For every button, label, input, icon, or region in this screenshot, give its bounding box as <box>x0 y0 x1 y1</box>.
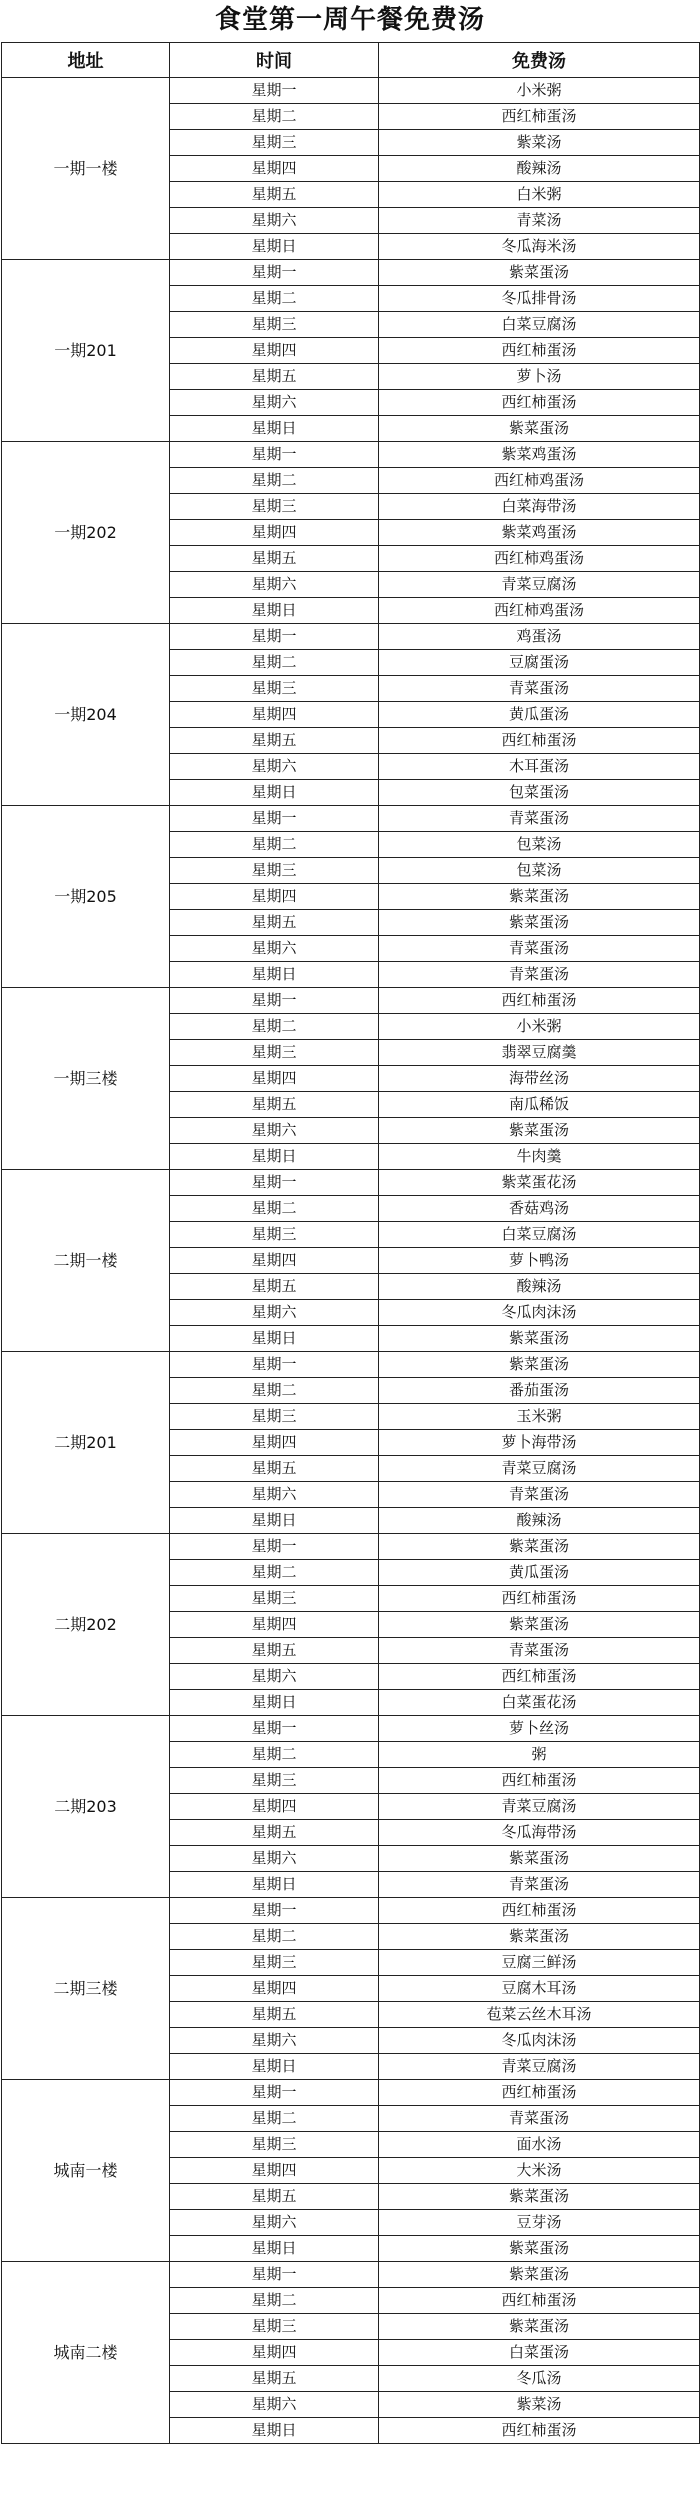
soup-cell: 番茄蛋汤 <box>379 1378 700 1404</box>
table-row <box>2 624 700 650</box>
soup-cell: 紫菜蛋花汤 <box>379 1170 700 1196</box>
soup-cell: 紫菜蛋汤 <box>379 2314 700 2340</box>
day-cell: 星期日 <box>170 234 379 260</box>
soup-cell: 西红柿蛋汤 <box>379 1768 700 1794</box>
day-cell: 星期三 <box>170 1586 379 1612</box>
soup-cell: 西红柿蛋汤 <box>379 988 700 1014</box>
day-cell: 星期六 <box>170 1664 379 1690</box>
soup-cell: 青菜蛋汤 <box>379 1872 700 1898</box>
day-cell: 星期六 <box>170 1300 379 1326</box>
soup-cell: 白菜海带汤 <box>379 494 700 520</box>
soup-cell: 包菜汤 <box>379 832 700 858</box>
soup-cell: 西红柿蛋汤 <box>379 2288 700 2314</box>
page-title: 食堂第一周午餐免费汤 <box>214 5 485 35</box>
day-cell: 星期六 <box>170 1482 379 1508</box>
table-row <box>2 988 700 1014</box>
day-cell: 星期四 <box>170 338 379 364</box>
soup-cell: 西红柿蛋汤 <box>379 728 700 754</box>
day-cell: 星期三 <box>170 676 379 702</box>
soup-cell: 白米粥 <box>379 182 700 208</box>
soup-cell: 西红柿鸡蛋汤 <box>379 598 700 624</box>
soup-cell: 豆腐木耳汤 <box>379 1976 700 2002</box>
location-cell: 二期201 <box>2 1352 170 1534</box>
soup-cell: 萝卜鸭汤 <box>379 1248 700 1274</box>
location-cell: 二期203 <box>2 1716 170 1898</box>
day-cell: 星期二 <box>170 650 379 676</box>
day-cell: 星期六 <box>170 2210 379 2236</box>
day-cell: 星期五 <box>170 1820 379 1846</box>
day-cell: 星期三 <box>170 2314 379 2340</box>
day-cell: 星期四 <box>170 520 379 546</box>
day-cell: 星期五 <box>170 2002 379 2028</box>
soup-cell: 牛肉羹 <box>379 1144 700 1170</box>
soup-cell: 西红柿蛋汤 <box>379 1586 700 1612</box>
day-cell: 星期五 <box>170 910 379 936</box>
soup-cell: 白菜蛋汤 <box>379 2340 700 2366</box>
soup-cell: 紫菜蛋汤 <box>379 416 700 442</box>
soup-cell: 翡翠豆腐羹 <box>379 1040 700 1066</box>
day-cell: 星期三 <box>170 1950 379 1976</box>
soup-cell: 白菜豆腐汤 <box>379 312 700 338</box>
soup-cell: 西红柿蛋汤 <box>379 2080 700 2106</box>
day-cell: 星期一 <box>170 1716 379 1742</box>
soup-cell: 紫菜蛋汤 <box>379 1846 700 1872</box>
table-row <box>2 260 700 286</box>
soup-cell: 紫菜蛋汤 <box>379 910 700 936</box>
soup-cell: 紫菜蛋汤 <box>379 2236 700 2262</box>
table-row <box>2 1352 700 1378</box>
day-cell: 星期六 <box>170 936 379 962</box>
soup-cell: 面水汤 <box>379 2132 700 2158</box>
table-row <box>2 1170 700 1196</box>
day-cell: 星期五 <box>170 1638 379 1664</box>
soup-cell: 包菜蛋汤 <box>379 780 700 806</box>
day-cell: 星期一 <box>170 260 379 286</box>
day-cell: 星期四 <box>170 1612 379 1638</box>
day-cell: 星期二 <box>170 1014 379 1040</box>
soup-cell: 苞菜云丝木耳汤 <box>379 2002 700 2028</box>
soup-cell: 青菜蛋汤 <box>379 936 700 962</box>
soup-cell: 白菜蛋花汤 <box>379 1690 700 1716</box>
day-cell: 星期四 <box>170 1066 379 1092</box>
soup-cell: 西红柿鸡蛋汤 <box>379 546 700 572</box>
table-row <box>2 1534 700 1560</box>
soup-cell: 紫菜蛋汤 <box>379 1924 700 1950</box>
day-cell: 星期三 <box>170 1768 379 1794</box>
day-cell: 星期四 <box>170 1430 379 1456</box>
day-cell: 星期四 <box>170 1248 379 1274</box>
location-cell: 一期一楼 <box>2 78 170 260</box>
day-cell: 星期一 <box>170 1352 379 1378</box>
day-cell: 星期日 <box>170 1326 379 1352</box>
table-row <box>2 1898 700 1924</box>
location-cell: 一期205 <box>2 806 170 988</box>
day-cell: 星期一 <box>170 1534 379 1560</box>
day-cell: 星期五 <box>170 2184 379 2210</box>
soup-cell: 青菜豆腐汤 <box>379 1456 700 1482</box>
soup-cell: 黄瓜蛋汤 <box>379 702 700 728</box>
soup-cell: 紫菜蛋汤 <box>379 1534 700 1560</box>
day-cell: 星期一 <box>170 624 379 650</box>
day-cell: 星期五 <box>170 1092 379 1118</box>
location-cell: 二期一楼 <box>2 1170 170 1352</box>
soup-cell: 青菜蛋汤 <box>379 676 700 702</box>
day-cell: 星期二 <box>170 104 379 130</box>
day-cell: 星期六 <box>170 1846 379 1872</box>
soup-cell: 西红柿蛋汤 <box>379 1664 700 1690</box>
day-cell: 星期六 <box>170 208 379 234</box>
location-cell: 二期三楼 <box>2 1898 170 2080</box>
day-cell: 星期一 <box>170 2262 379 2288</box>
location-cell: 一期三楼 <box>2 988 170 1170</box>
location-cell: 城南一楼 <box>2 2080 170 2262</box>
table-row <box>2 2262 700 2288</box>
day-cell: 星期五 <box>170 546 379 572</box>
day-cell: 星期二 <box>170 1196 379 1222</box>
day-cell: 星期三 <box>170 494 379 520</box>
soup-cell: 萝卜汤 <box>379 364 700 390</box>
soup-cell: 粥 <box>379 1742 700 1768</box>
day-cell: 星期六 <box>170 754 379 780</box>
soup-cell: 紫菜汤 <box>379 2392 700 2418</box>
soup-cell: 萝卜海带汤 <box>379 1430 700 1456</box>
soup-cell: 鸡蛋汤 <box>379 624 700 650</box>
day-cell: 星期日 <box>170 962 379 988</box>
day-cell: 星期六 <box>170 572 379 598</box>
day-cell: 星期四 <box>170 884 379 910</box>
location-cell: 一期204 <box>2 624 170 806</box>
day-cell: 星期四 <box>170 702 379 728</box>
day-cell: 星期五 <box>170 2366 379 2392</box>
soup-cell: 小米粥 <box>379 1014 700 1040</box>
day-cell: 星期三 <box>170 130 379 156</box>
soup-cell: 冬瓜海米汤 <box>379 234 700 260</box>
soup-cell: 酸辣汤 <box>379 156 700 182</box>
soup-cell: 紫菜蛋汤 <box>379 260 700 286</box>
table-row <box>2 1716 700 1742</box>
soup-cell: 青菜豆腐汤 <box>379 572 700 598</box>
soup-cell: 冬瓜肉沫汤 <box>379 1300 700 1326</box>
soup-cell: 青菜豆腐汤 <box>379 1794 700 1820</box>
header-soup: 免费汤 <box>379 43 700 78</box>
soup-cell: 酸辣汤 <box>379 1274 700 1300</box>
soup-cell: 香菇鸡汤 <box>379 1196 700 1222</box>
day-cell: 星期二 <box>170 1742 379 1768</box>
soup-cell: 酸辣汤 <box>379 1508 700 1534</box>
soup-cell: 青菜蛋汤 <box>379 2106 700 2132</box>
day-cell: 星期三 <box>170 858 379 884</box>
day-cell: 星期六 <box>170 1118 379 1144</box>
table-row <box>2 2080 700 2106</box>
soup-cell: 西红柿蛋汤 <box>379 390 700 416</box>
day-cell: 星期一 <box>170 442 379 468</box>
table-row <box>2 806 700 832</box>
day-cell: 星期四 <box>170 156 379 182</box>
day-cell: 星期六 <box>170 390 379 416</box>
soup-cell: 冬瓜汤 <box>379 2366 700 2392</box>
soup-cell: 冬瓜排骨汤 <box>379 286 700 312</box>
soup-cell: 大米汤 <box>379 2158 700 2184</box>
day-cell: 星期三 <box>170 1222 379 1248</box>
day-cell: 星期四 <box>170 2158 379 2184</box>
soup-cell: 海带丝汤 <box>379 1066 700 1092</box>
soup-table <box>1 42 700 2444</box>
soup-cell: 西红柿蛋汤 <box>379 1898 700 1924</box>
header-day: 时间 <box>170 43 379 78</box>
day-cell: 星期三 <box>170 1404 379 1430</box>
day-cell: 星期五 <box>170 1456 379 1482</box>
day-cell: 星期四 <box>170 1794 379 1820</box>
soup-cell: 紫菜蛋汤 <box>379 1118 700 1144</box>
day-cell: 星期六 <box>170 2392 379 2418</box>
soup-cell: 紫菜鸡蛋汤 <box>379 520 700 546</box>
soup-cell: 紫菜蛋汤 <box>379 1352 700 1378</box>
soup-cell: 紫菜蛋汤 <box>379 1326 700 1352</box>
day-cell: 星期二 <box>170 1378 379 1404</box>
soup-cell: 青菜豆腐汤 <box>379 2054 700 2080</box>
day-cell: 星期日 <box>170 2418 379 2444</box>
soup-cell: 紫菜蛋汤 <box>379 1612 700 1638</box>
day-cell: 星期五 <box>170 182 379 208</box>
day-cell: 星期一 <box>170 2080 379 2106</box>
day-cell: 星期二 <box>170 2106 379 2132</box>
soup-cell: 紫菜蛋汤 <box>379 2262 700 2288</box>
day-cell: 星期四 <box>170 1976 379 2002</box>
day-cell: 星期三 <box>170 1040 379 1066</box>
day-cell: 星期二 <box>170 1924 379 1950</box>
header-row <box>2 43 700 78</box>
day-cell: 星期二 <box>170 468 379 494</box>
day-cell: 星期五 <box>170 364 379 390</box>
soup-cell: 紫菜蛋汤 <box>379 884 700 910</box>
day-cell: 星期五 <box>170 1274 379 1300</box>
day-cell: 星期六 <box>170 2028 379 2054</box>
soup-cell: 小米粥 <box>379 78 700 104</box>
day-cell: 星期五 <box>170 728 379 754</box>
day-cell: 星期二 <box>170 2288 379 2314</box>
table-body <box>2 78 700 2444</box>
day-cell: 星期三 <box>170 2132 379 2158</box>
soup-cell: 西红柿蛋汤 <box>379 2418 700 2444</box>
soup-cell: 包菜汤 <box>379 858 700 884</box>
soup-cell: 青菜蛋汤 <box>379 962 700 988</box>
day-cell: 星期日 <box>170 1508 379 1534</box>
soup-cell: 西红柿鸡蛋汤 <box>379 468 700 494</box>
soup-cell: 西红柿蛋汤 <box>379 104 700 130</box>
soup-cell: 玉米粥 <box>379 1404 700 1430</box>
day-cell: 星期四 <box>170 2340 379 2366</box>
soup-cell: 紫菜汤 <box>379 130 700 156</box>
day-cell: 星期三 <box>170 312 379 338</box>
day-cell: 星期一 <box>170 78 379 104</box>
day-cell: 星期一 <box>170 1170 379 1196</box>
day-cell: 星期一 <box>170 806 379 832</box>
day-cell: 星期日 <box>170 598 379 624</box>
location-cell: 二期202 <box>2 1534 170 1716</box>
soup-cell: 豆腐蛋汤 <box>379 650 700 676</box>
soup-cell: 青菜蛋汤 <box>379 806 700 832</box>
day-cell: 星期一 <box>170 1898 379 1924</box>
soup-cell: 紫菜鸡蛋汤 <box>379 442 700 468</box>
header-location: 地址 <box>2 43 170 78</box>
soup-cell: 青菜蛋汤 <box>379 1482 700 1508</box>
soup-cell: 萝卜丝汤 <box>379 1716 700 1742</box>
location-cell: 一期202 <box>2 442 170 624</box>
table-row <box>2 442 700 468</box>
soup-cell: 青菜蛋汤 <box>379 1638 700 1664</box>
day-cell: 星期二 <box>170 832 379 858</box>
soup-cell: 青菜汤 <box>379 208 700 234</box>
soup-cell: 木耳蛋汤 <box>379 754 700 780</box>
day-cell: 星期一 <box>170 988 379 1014</box>
soup-cell: 南瓜稀饭 <box>379 1092 700 1118</box>
day-cell: 星期日 <box>170 1690 379 1716</box>
soup-cell: 紫菜蛋汤 <box>379 2184 700 2210</box>
day-cell: 星期日 <box>170 1872 379 1898</box>
soup-cell: 冬瓜海带汤 <box>379 1820 700 1846</box>
day-cell: 星期日 <box>170 2054 379 2080</box>
day-cell: 星期二 <box>170 286 379 312</box>
day-cell: 星期二 <box>170 1560 379 1586</box>
day-cell: 星期日 <box>170 1144 379 1170</box>
location-cell: 城南二楼 <box>2 2262 170 2444</box>
day-cell: 星期日 <box>170 2236 379 2262</box>
soup-cell: 豆腐三鲜汤 <box>379 1950 700 1976</box>
soup-cell: 西红柿蛋汤 <box>379 338 700 364</box>
soup-cell: 冬瓜肉沫汤 <box>379 2028 700 2054</box>
soup-cell: 豆芽汤 <box>379 2210 700 2236</box>
day-cell: 星期日 <box>170 416 379 442</box>
soup-cell: 白菜豆腐汤 <box>379 1222 700 1248</box>
table-row <box>2 78 700 104</box>
day-cell: 星期日 <box>170 780 379 806</box>
soup-cell: 黄瓜蛋汤 <box>379 1560 700 1586</box>
location-cell: 一期201 <box>2 260 170 442</box>
